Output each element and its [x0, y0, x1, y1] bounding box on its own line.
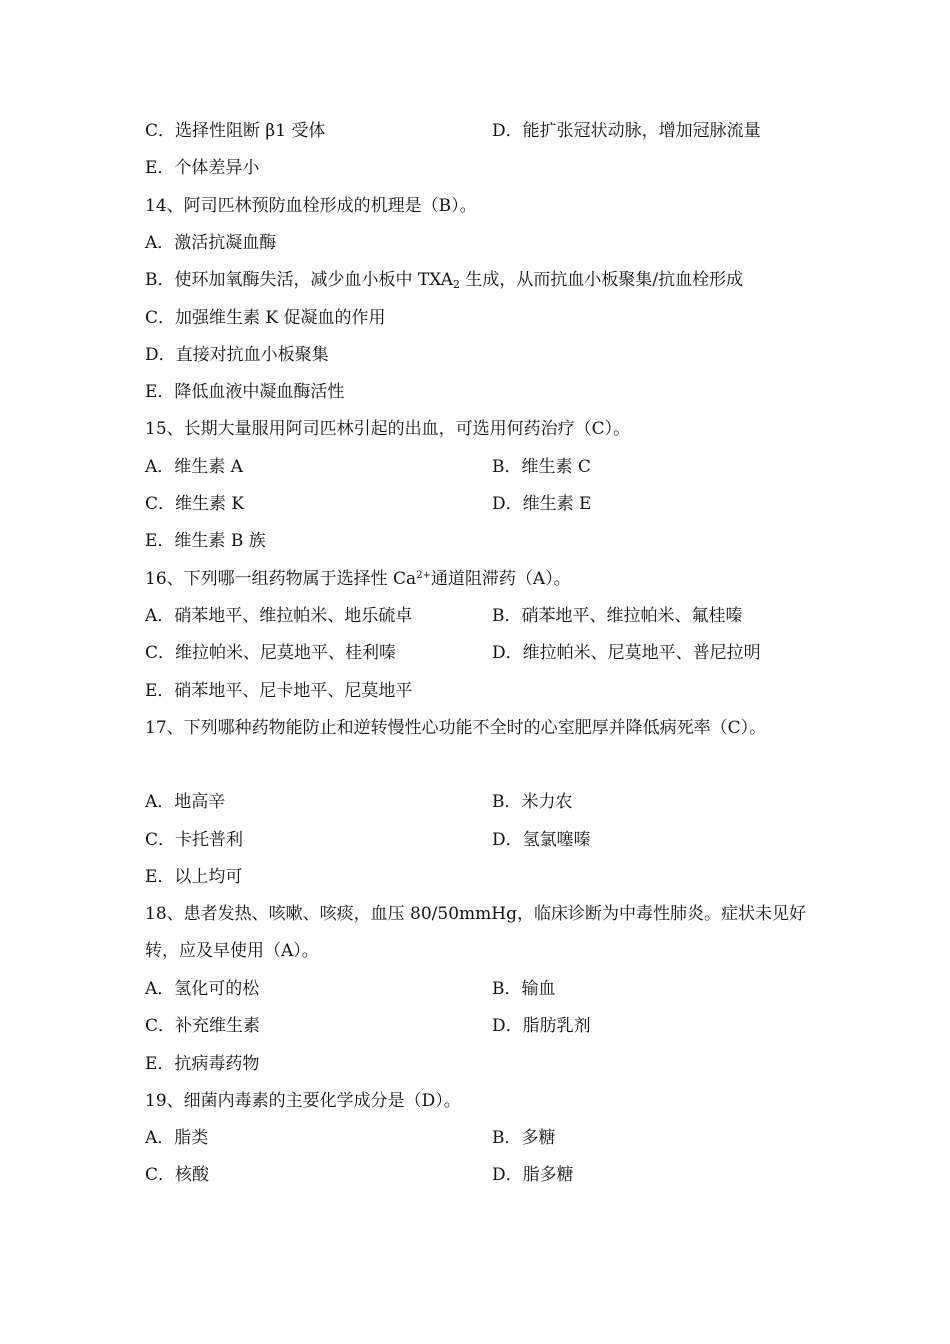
text-line: [145, 566, 571, 592]
text-line: [145, 640, 761, 666]
text-line: E．降低血液中凝血酶活性: [145, 382, 345, 403]
option-left: A．脂类: [145, 1128, 209, 1149]
subscript: 2: [453, 278, 461, 292]
option-left: A．维生素 A: [145, 456, 243, 477]
text-line: [145, 789, 573, 815]
text-segment: 通道阻滞药（A）。: [430, 568, 571, 589]
text-line: 15、长期大量服用阿司匹林引起的出血，可选用何药治疗（C）。: [145, 419, 631, 440]
text-line: [145, 491, 592, 517]
option-right: D．脂肪乳剂: [492, 1016, 591, 1037]
text-line: E．以上均可: [145, 867, 243, 887]
text-line: 17、下列哪种药物能防止和逆转慢性心功能不全时的心室肥厚并降低病死率（C）。: [145, 717, 767, 738]
text-line: [145, 454, 591, 480]
option-left: C．维生素 K: [145, 494, 245, 514]
option-left: A．氢化可的松: [145, 978, 260, 999]
text-line: [145, 603, 743, 629]
option-right: B．硝苯地平、维拉帕米、氟桂嗪: [492, 605, 743, 626]
option-left: A．地高辛: [145, 792, 226, 813]
option-right: D．维拉帕米、尼莫地平、普尼拉明: [492, 643, 761, 664]
option-right: B．维生素 C: [492, 456, 591, 477]
superscript: 2+: [416, 569, 431, 581]
option-left: A．硝苯地平、维拉帕米、地乐硫卓: [145, 605, 413, 626]
text-line: E．个体差异小: [145, 158, 260, 179]
text-line: [145, 1125, 556, 1151]
text-line: [145, 827, 591, 853]
option-left: C．核酸: [145, 1165, 210, 1186]
text-segment: 16、下列哪一组药物属于选择性 Ca: [145, 568, 417, 589]
text-line: [145, 1013, 591, 1039]
option-right: D．脂多糖: [492, 1165, 574, 1186]
text-line: [145, 976, 556, 1002]
text-segment: 生成，从而抗血小板聚集/抗血栓形成: [460, 270, 744, 291]
text-line: [145, 1162, 574, 1188]
option-right: B．米力农: [492, 792, 573, 813]
text-line: 18、患者发热、咳嗽、咳痰，血压 80/50mmHg，临床诊断为中毒性肺炎。症状未见好转，应及早使用（A）。: [145, 904, 806, 962]
option-right: D．能扩张冠状动脉，增加冠脉流量: [492, 121, 761, 141]
option-left: C．补充维生素: [145, 1016, 261, 1037]
option-left: C．卡托普利: [145, 829, 244, 850]
option-right: B．输血: [492, 978, 556, 999]
text-line: E．硝苯地平、尼卡地平、尼莫地平: [145, 680, 413, 701]
text-line: D．直接对抗血小板聚集: [145, 344, 329, 365]
option-left: C．选择性阻断 β1 受体: [145, 121, 326, 141]
option-right: D．维生素 E: [492, 494, 592, 514]
option-right: B．多糖: [492, 1128, 556, 1149]
text-line: C．加强维生素 K 促凝血的作用: [145, 307, 386, 328]
option-left: C．维拉帕米、尼莫地平、桂利嗪: [145, 643, 397, 664]
text-line: 19、细菌内毒素的主要化学成分是（D）。: [145, 1090, 461, 1111]
text-line: A．激活抗凝血酶: [145, 232, 277, 253]
text-line: [145, 267, 743, 293]
text-segment: B．使环加氧酶失活，减少血小板中 TXA: [145, 270, 454, 291]
text-line: [145, 118, 761, 144]
text-line: E．抗病毒药物: [145, 1053, 260, 1074]
option-right: D．氢氯噻嗪: [492, 829, 591, 850]
text-line: 14、阿司匹林预防血栓形成的机理是（B）。: [145, 195, 477, 216]
text-line: E．维生素 B 族: [145, 531, 266, 552]
